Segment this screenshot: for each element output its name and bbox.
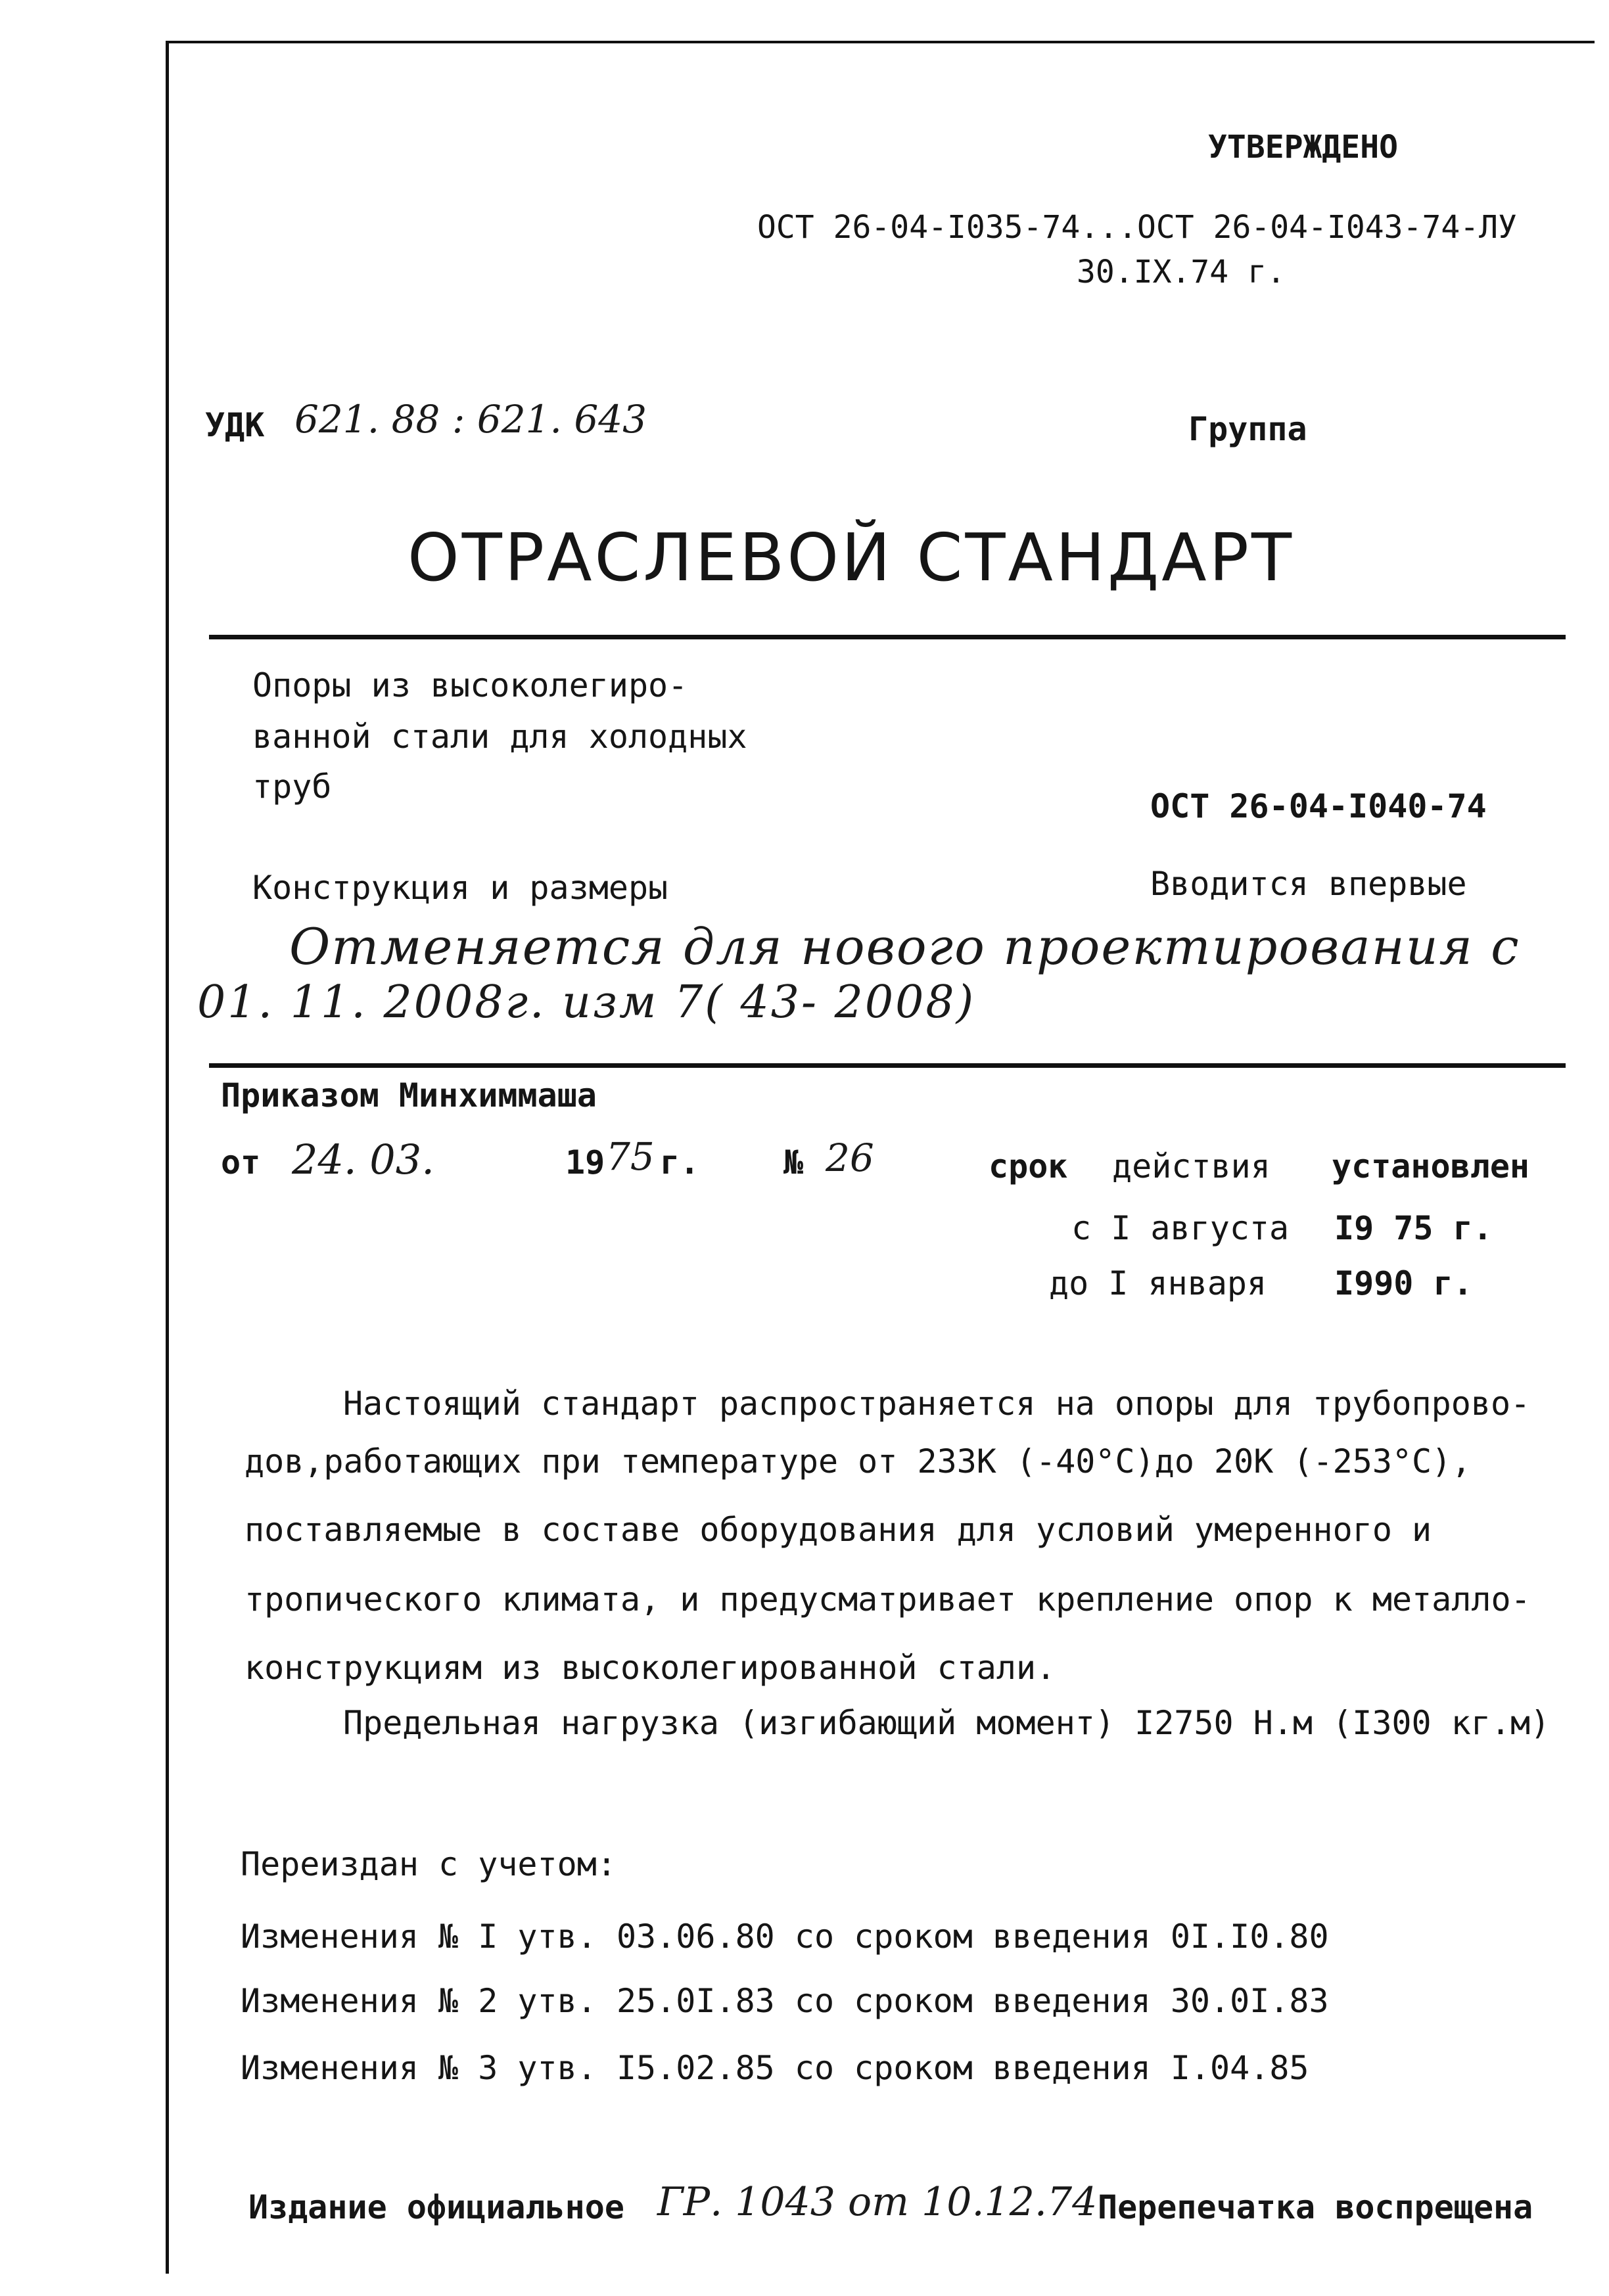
subject-line-1: Опоры из высоколегиро- (252, 666, 688, 704)
validity-from-label: с I августа (1071, 1209, 1290, 1247)
standard-designation: ОСТ 26-04-I040-74 (1150, 787, 1487, 825)
validity-established-label: установлен (1332, 1147, 1530, 1185)
validity-to-label: до I января (1049, 1264, 1267, 1302)
body-paragraph-1-line-5: конструкциям из высоколегированной стали. (245, 1649, 1056, 1687)
subject-line-3: труб (252, 768, 332, 806)
body-paragraph-1-line-1: Настоящий стандарт распространяется на опоры для трубопрово- (343, 1385, 1531, 1423)
handwritten-cancellation-line-1: Отменяется для нового проектирования с (289, 917, 1520, 976)
subject-line-2: ванной стали для холодных (252, 718, 747, 756)
validity-to-year: I990 г. (1334, 1264, 1473, 1302)
order-from-label: от (221, 1143, 261, 1182)
title-rule (209, 635, 1566, 639)
body-paragraph-2: Предельная нагрузка (изгибающий момент) I2750 Н.м (I300 кг.м) (343, 1704, 1551, 1742)
footer-reprint-prohibited: Перепечатка воспрещена (1098, 2188, 1533, 2226)
body-paragraph-1-line-3: поставляемые в составе оборудования для условий умеренного и (245, 1511, 1432, 1549)
order-year-suffix: г. (660, 1143, 700, 1182)
order-number-label: № (783, 1143, 804, 1182)
reissue-change-1: Изменения № I утв. 03.06.80 со сроком введения 0I.I0.80 (241, 1917, 1329, 1956)
reissue-heading: Переиздан с учетом: (241, 1845, 617, 1883)
main-title: ОТРАСЛЕВОЙ СТАНДАРТ (408, 519, 1295, 596)
udk-value: 621. 88 : 621. 643 (294, 397, 647, 442)
udk-label: УДК (205, 406, 265, 444)
approval-heading: УТВЕРЖДЕНО (1208, 129, 1398, 166)
approval-date: 30.IX.74 г. (1077, 254, 1286, 290)
note-rule (209, 1063, 1566, 1068)
handwritten-cancellation-line-2: 01. 11. 2008г. изм 7( 43- 2008) (197, 976, 976, 1028)
order-year-hand: 75 (606, 1134, 655, 1179)
introduced-label: Вводится впервые (1150, 865, 1467, 903)
body-paragraph-1-line-4: тропического климата, и предусматривает крепление опор к металло- (245, 1580, 1531, 1619)
order-number: 26 (826, 1136, 874, 1180)
reissue-change-2: Изменения № 2 утв. 25.0I.83 со сроком введения 30.0I.83 (241, 1982, 1329, 2020)
order-date: 24. 03. (292, 1136, 434, 1183)
group-label: Группа (1188, 410, 1307, 448)
subject-subtitle: Конструкция и размеры (252, 869, 668, 907)
footer-official-edition: Издание официальное (248, 2188, 624, 2226)
reissue-change-3: Изменения № 3 утв. I5.02.85 со сроком введения I.04.85 (241, 2049, 1309, 2087)
validity-from-year: I9 75 г. (1334, 1209, 1493, 1247)
order-year-prefix: 19 (565, 1143, 605, 1182)
approval-range: ОСТ 26-04-I035-74...ОСТ 26-04-I043-74-ЛУ (757, 209, 1517, 246)
frame-left-border (166, 41, 169, 2274)
validity-term-label: срок (989, 1147, 1068, 1185)
body-paragraph-1-line-2: дов,работающих при температуре от 233К (-40°С)до 20К (-253°С), (245, 1442, 1472, 1481)
validity-action-label: действия (1112, 1147, 1271, 1185)
footer-handwritten-note: ГР. 1043 от 10.12.74 (657, 2179, 1098, 2225)
order-label: Приказом Минхиммаша (221, 1076, 597, 1114)
frame-top-border (166, 41, 1595, 43)
